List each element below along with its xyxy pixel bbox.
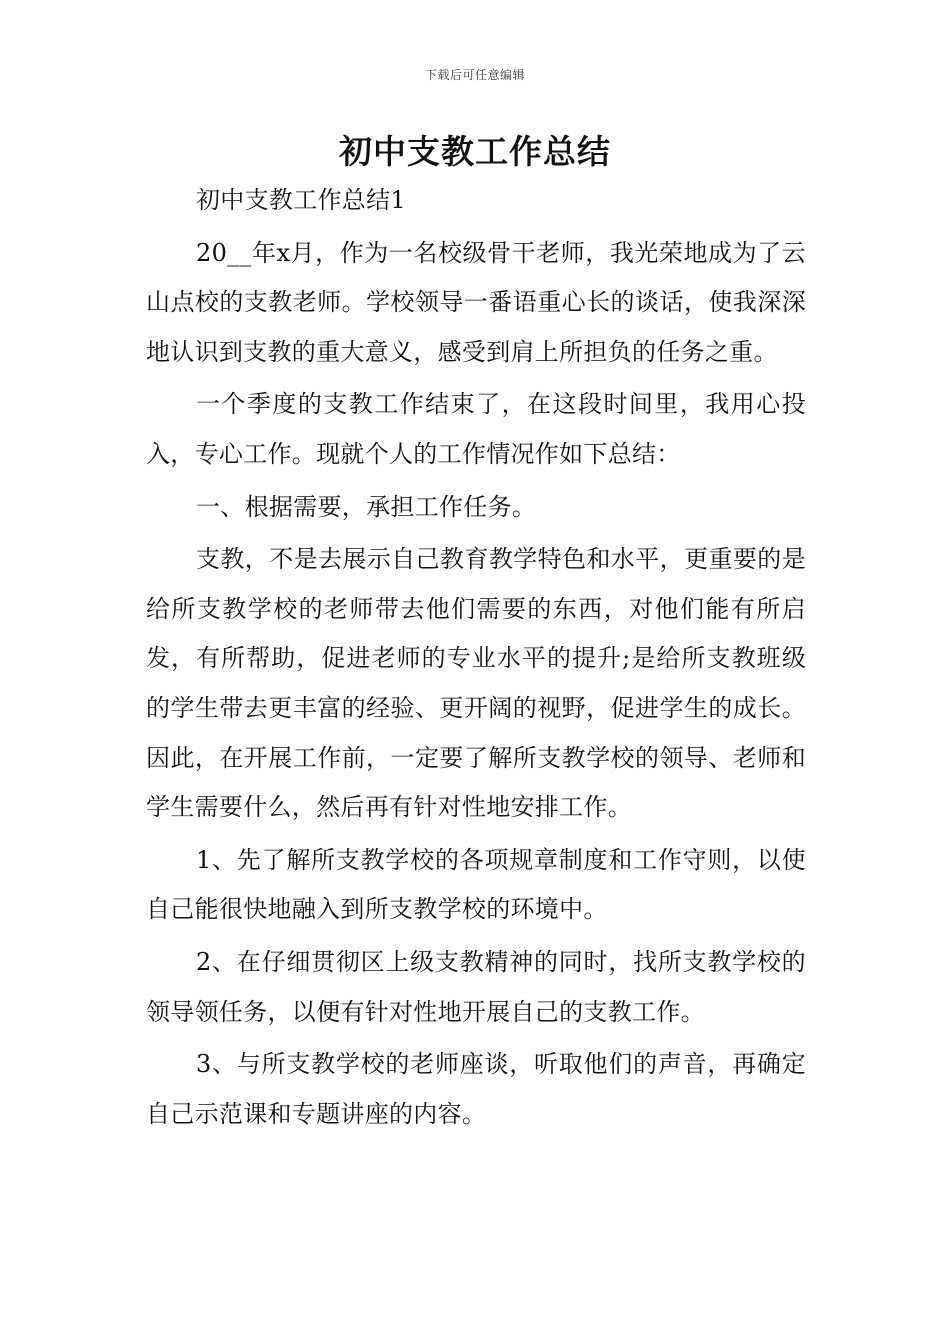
list-item-1: 1、先了解所支教学校的各项规章制度和工作守则，以使自己能很快地融入到所支教学校的环境中。 <box>146 845 806 924</box>
list-item-2: 2、在仔细贯彻区上级支教精神的同时，找所支教学校的领导领任务，以便有针对性地开展自己的支教工作。 <box>146 947 806 1026</box>
paragraph-summary: 一个季度的支教工作结束了，在这段时间里，我用心投入，专心工作。现就个人的工作情况作如下总结： <box>146 390 806 468</box>
document-body <box>146 176 806 1142</box>
document-title: 初中支教工作总结 <box>339 132 611 171</box>
paragraph-purpose: 支教，不是去展示自己教育教学特色和水平，更重要的是给所支教学校的老师带去他们需要的东西，对他们能有所启发，有所帮助，促进老师的专业水平的提升;是给所支教班级的学生带去更丰富的经验、更开阔的视野，促进学生的成长。因此，在开展工作前，一定要了解所支教学校的领导、老师和学生需要什么，然后再有针对性地安排工作。 <box>146 545 806 822</box>
paragraph-subtitle: 初中支教工作总结1 <box>196 186 406 214</box>
list-item-3: 3、与所支教学校的老师座谈，听取他们的声音，再确定自己示范课和专题讲座的内容。 <box>146 1050 806 1128</box>
paragraph-intro: 20__年x月，作为一名校级骨干老师，我光荣地成为了云山点校的支教老师。学校领导一番语重心长的谈话，使我深深地认识到支教的重大意义，感受到肩上所担负的任务之重。 <box>146 238 806 366</box>
header-note: 下载后可任意编辑 <box>424 68 525 82</box>
section-heading: 一、根据需要，承担工作任务。 <box>196 492 537 521</box>
